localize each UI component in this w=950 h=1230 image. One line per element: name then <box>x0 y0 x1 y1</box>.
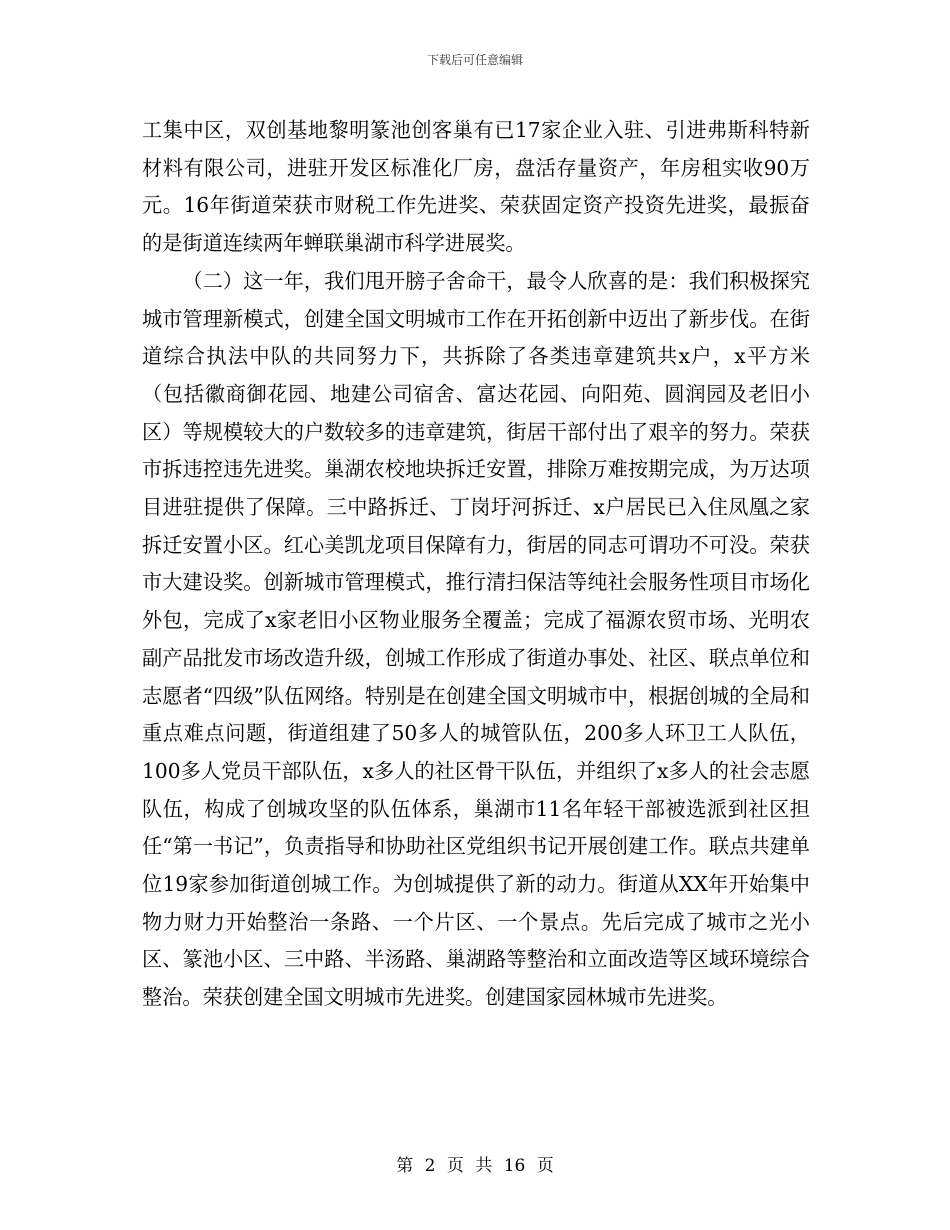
page-number: 第 2 页 共 16 页 <box>396 1156 554 1176</box>
paragraph-section-two: （二）这一年，我们甩开膀子舍命干，最令人欣喜的是：我们积极探究城市管理新模式，创建全国文明城市工作在开拓创新中迈出了新步伐。在街道综合执法中队的共同努力下，共拆除了各类违章建筑共x户，x平方米（包括徽商御花园、地建公司宿舍、富达花园、向阳苑、圆润园及老旧小区）等规模较大的户数较多的违章建筑，街居干部付出了艰辛的努力。荣获市拆违控违先进奖。巢湖农校地块拆迁安置，排除万难按期完成，为万达项目进驻提供了保障。三中路拆迁、丁岗圩河拆迁、x户居民已入住凤凰之家拆迁安置小区。红心美凯龙项目保障有力，街居的同志可谓功不可没。荣获市大建设奖。创新城市管理模式，推行清扫保洁等纯社会服务性项目市场化外包，完成了x家老旧小区物业服务全覆盖；完成了福源农贸市场、光明农副产品批发市场改造升级，创城工作形成了街道办事处、社区、联点单位和志愿者“四级”队伍网络。特别是在创建全国文明城市中，根据创城的全局和重点难点问题，街道组建了50多人的城管队伍，200多人环卫工人队伍，100多人党员干部队伍，x多人的社区骨干队伍，并组织了x多人的社会志愿队伍，构成了创城攻坚的队伍体系，巢湖市11名年轻干部被选派到社区担任“第一书记”，负责指导和协助社区党组织书记开展创建工作。联点共建单位19家参加街道创城工作。为创城提供了新的动力。街道从XX年开始集中物力财力开始整治一条路、一个片区、一个景点。先后完成了城市之光小区、篆池小区、三中路、半汤路、巢湖路等整治和立面改造等区域环境综合整治。荣获创建全国文明城市先进奖。创建国家园林城市先进奖。 <box>142 268 810 1010</box>
paragraph-continued: 工集中区，双创基地黎明篆池创客巢有已17家企业入驻、引进弗斯科特新材料有限公司，进驻开发区标准化厂房，盘活存量资产，年房租实收90万元。16年街道荣获市财税工作先进奖、荣获固定资产投资先进奖，最振奋的是街道连续两年蝉联巢湖市科学进展奖。 <box>142 118 810 256</box>
document-body <box>142 112 810 1017</box>
page-header-note: 下载后可任意编辑 <box>426 53 523 67</box>
